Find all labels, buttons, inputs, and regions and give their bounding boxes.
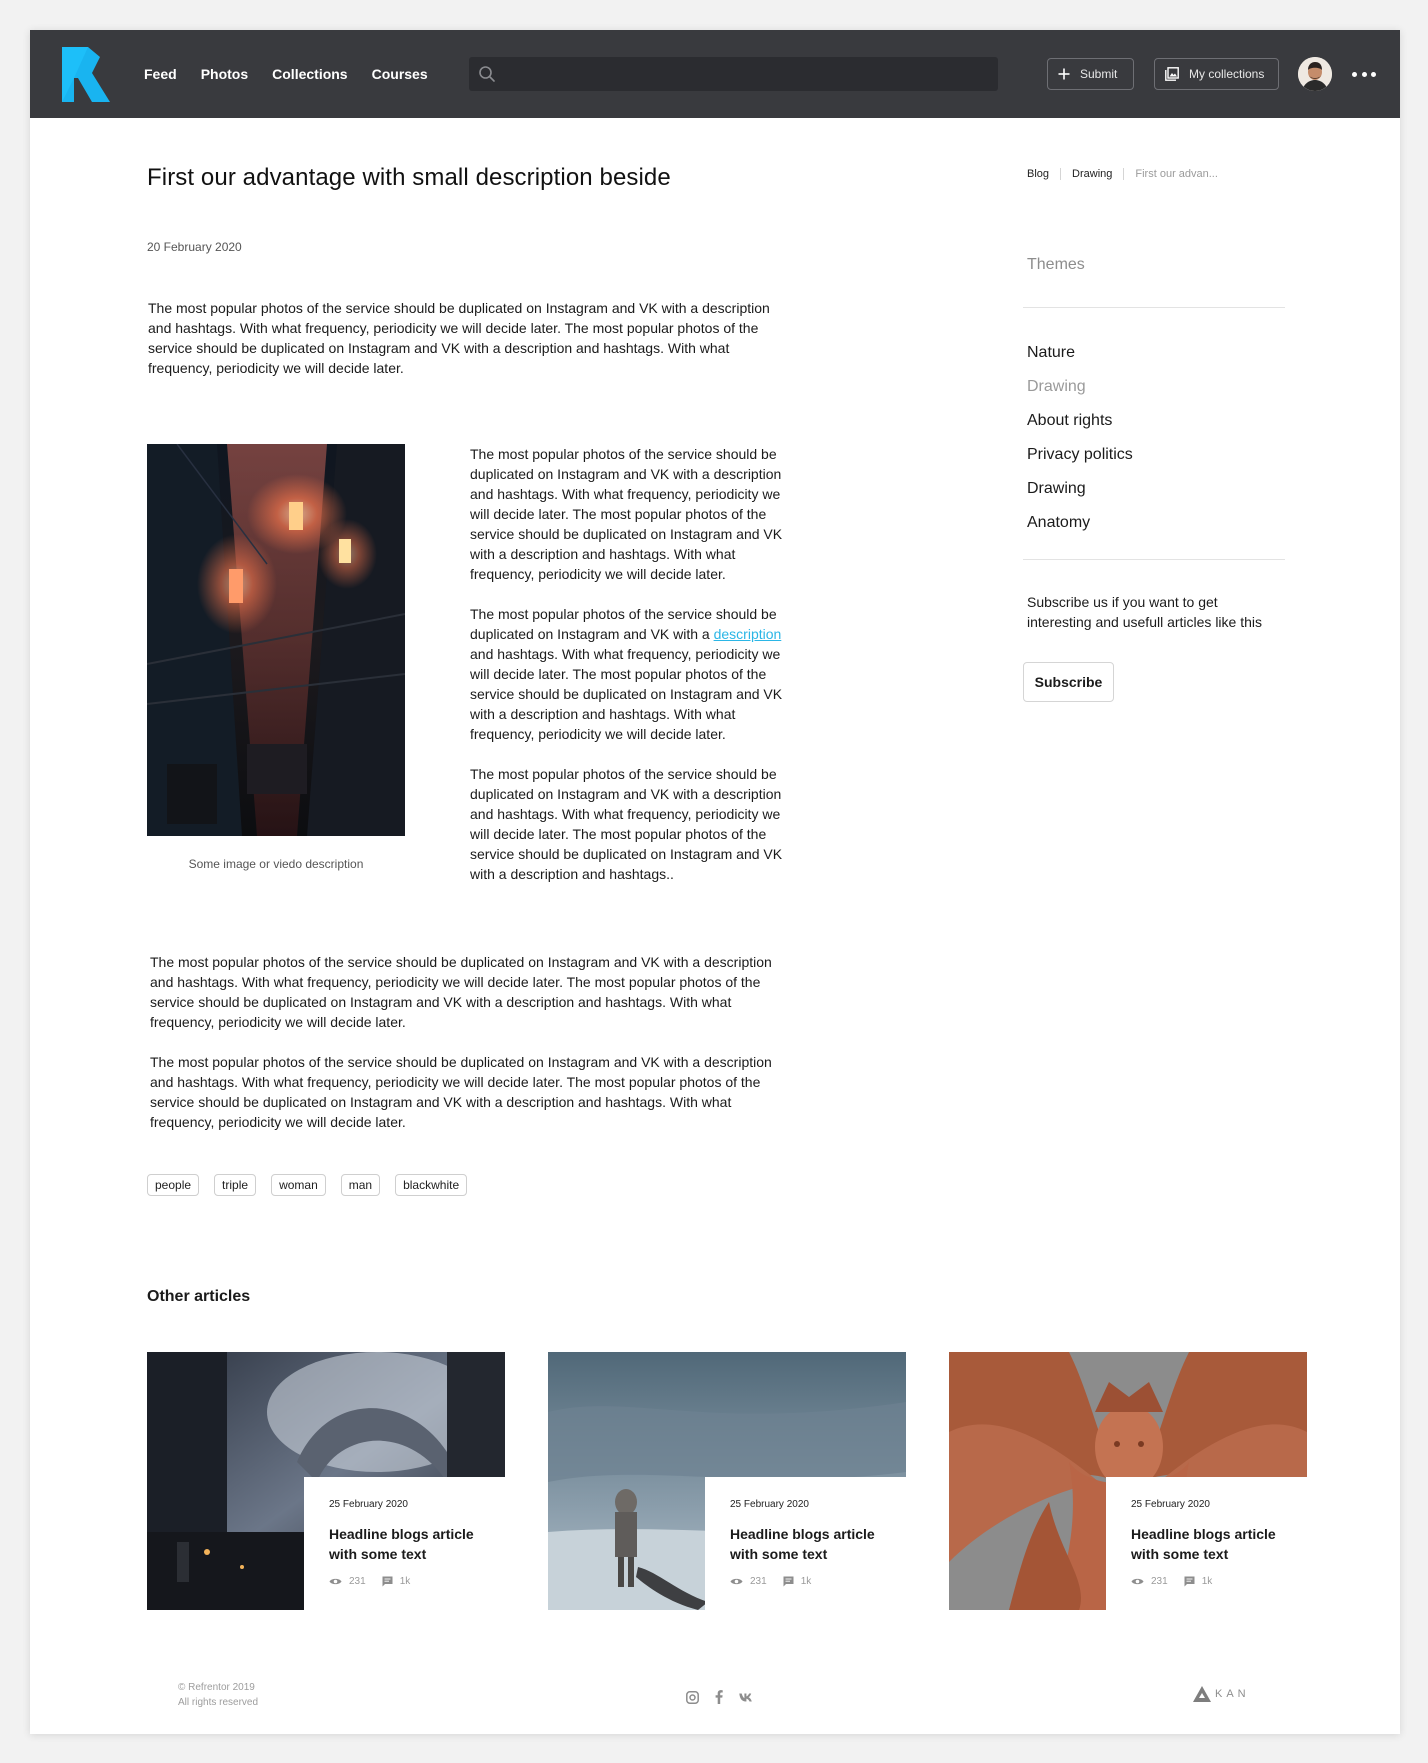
theme-nature[interactable]: Nature <box>1027 344 1076 361</box>
breadcrumb-current: First our advan... <box>1123 168 1229 180</box>
image-caption: Some image or viedo description <box>188 857 364 871</box>
comments-count: 1k <box>800 1576 812 1587</box>
submit-label: Submit <box>1080 67 1118 81</box>
article-card-1[interactable] <box>147 1352 505 1610</box>
breadcrumb-blog[interactable]: Blog <box>1027 168 1050 180</box>
footer-copyright <box>178 1680 258 1710</box>
top-navbar <box>30 30 1400 118</box>
article-paragraph-3: The most popular photos of the service should be duplicated on Instagram and VK with a description and hashtags. With what frequency, periodicity we will decide later. The most popular photos of the service should be duplicated on Instagram and VK with a description and hashtags. With what frequency, periodicity we will decide later. <box>150 1054 772 1130</box>
paragraph-text: and hashtags. With what frequency, periodicity we will decide later. The most popular photos of the service should be duplicated on Instagram and VK with a description and hashtags. With what frequency, periodicity we will decide later. <box>470 646 783 742</box>
article-card-stats <box>329 1576 505 1587</box>
comment-icon <box>783 1576 794 1587</box>
tag-blackwhite[interactable]: blackwhite <box>395 1174 467 1196</box>
nav-courses[interactable]: Courses <box>371 66 428 82</box>
more-options-icon[interactable] <box>1352 67 1376 81</box>
eye-icon <box>730 1577 743 1586</box>
rights-text: All rights reserved <box>178 1697 259 1708</box>
paragraph-text: The most popular photos of the service should be duplicated on Instagram and VK with a <box>470 606 777 642</box>
comment-icon <box>382 1576 393 1587</box>
comments-count: 1k <box>399 1576 411 1587</box>
social-links <box>686 1690 770 1704</box>
submit-button[interactable] <box>1047 58 1134 90</box>
nav-photos[interactable]: Photos <box>200 66 249 82</box>
divider <box>1023 559 1285 560</box>
subscribe-button[interactable]: Subscribe <box>1023 662 1114 702</box>
breadcrumb-drawing[interactable]: Drawing <box>1060 168 1123 180</box>
eye-icon <box>329 1577 342 1586</box>
article-card-headline[interactable]: Headline blogs article with some text <box>329 1526 474 1562</box>
logo-icon[interactable] <box>62 47 110 102</box>
tag-list <box>147 1174 482 1196</box>
theme-privacy-politics[interactable]: Privacy politics <box>1027 446 1133 463</box>
tag-woman[interactable]: woman <box>271 1174 326 1196</box>
article-title: First our advantage with small description beside <box>147 164 671 191</box>
article-card-headline[interactable]: Headline blogs article with some text <box>730 1526 875 1562</box>
article-image <box>147 444 405 836</box>
article-column-paragraph-1: The most popular photos of the service should be duplicated on Instagram and VK with a description and hashtags. With what frequency, periodicity we will decide later. The most popular photos of the service should be duplicated on Instagram and VK with a description and hashtags. With what frequency, periodicity we will decide later. <box>470 446 783 582</box>
article-card-info <box>1106 1477 1307 1610</box>
nav-collections[interactable]: Collections <box>272 66 348 82</box>
views-count: 231 <box>750 1576 767 1587</box>
copyright-text: © Refrentor 2019 <box>178 1682 255 1693</box>
theme-drawing[interactable]: Drawing <box>1027 480 1086 497</box>
themes-heading: Themes <box>1027 256 1085 273</box>
article-card-date: 25 February 2020 <box>329 1499 408 1510</box>
article-card-headline[interactable]: Headline blogs article with some text <box>1131 1526 1276 1562</box>
nav-feed[interactable]: Feed <box>144 66 177 82</box>
avatar-image <box>1298 57 1332 91</box>
user-avatar[interactable] <box>1298 57 1332 91</box>
article-date: 20 February 2020 <box>147 240 242 254</box>
article-paragraph-2: The most popular photos of the service should be duplicated on Instagram and VK with a description and hashtags. With what frequency, periodicity we will decide later. The most popular photos of the service should be duplicated on Instagram and VK with a description and hashtags. With what frequency, periodicity we will decide later. <box>150 954 772 1030</box>
tag-triple[interactable]: triple <box>214 1174 256 1196</box>
my-collections-label: My collections <box>1189 67 1265 81</box>
search-icon <box>477 64 497 84</box>
search-bar <box>469 57 998 91</box>
article-card-date: 25 February 2020 <box>730 1499 809 1510</box>
theme-about-rights[interactable]: About rights <box>1027 412 1113 429</box>
instagram-icon[interactable] <box>686 1691 699 1704</box>
collections-icon <box>1165 67 1179 81</box>
theme-anatomy[interactable]: Anatomy <box>1027 514 1091 531</box>
article-column-paragraph-2 <box>470 604 800 744</box>
kan-logo <box>1193 1686 1250 1702</box>
kan-logo-text: KAN <box>1215 1688 1250 1700</box>
article-card-2[interactable] <box>548 1352 906 1610</box>
plus-icon <box>1058 68 1070 80</box>
subscribe-text: Subscribe us if you want to get interesting and usefull articles like this <box>1027 594 1263 630</box>
tag-man[interactable]: man <box>341 1174 380 1196</box>
views-count: 231 <box>349 1576 366 1587</box>
views-count: 231 <box>1151 1576 1168 1587</box>
article-card-date: 25 February 2020 <box>1131 1499 1210 1510</box>
divider <box>1023 307 1285 308</box>
comments-count: 1k <box>1201 1576 1213 1587</box>
description-link[interactable]: description <box>713 626 782 642</box>
eye-icon <box>1131 1577 1144 1586</box>
main-nav <box>144 30 452 118</box>
themes-list <box>1027 336 1133 540</box>
article-card-info <box>705 1477 906 1610</box>
page <box>30 30 1400 1734</box>
article-column-paragraph-3: The most popular photos of the service should be duplicated on Instagram and VK with a description and hashtags. With what frequency, periodicity we will decide later. The most popular photos of the service should be duplicated on Instagram and VK with a description and hashtags.. <box>470 766 783 882</box>
vk-icon[interactable] <box>739 1693 754 1702</box>
article-intro: The most popular photos of the service should be duplicated on Instagram and VK with a description and hashtags. With what frequency, periodicity we will decide later. The most popular photos of the service should be duplicated on Instagram and VK with a description and hashtags. With what frequency, periodicity we will decide later. <box>148 300 770 376</box>
facebook-icon[interactable] <box>715 1690 723 1704</box>
breadcrumb <box>1027 168 1229 180</box>
my-collections-button[interactable] <box>1154 58 1279 90</box>
tag-people[interactable]: people <box>147 1174 199 1196</box>
article-card-stats <box>730 1576 906 1587</box>
other-articles-heading: Other articles <box>147 1288 251 1305</box>
article-card-info <box>304 1477 505 1610</box>
search-input[interactable] <box>497 57 998 91</box>
article-card-stats <box>1131 1576 1307 1587</box>
article-card-3[interactable] <box>949 1352 1307 1610</box>
theme-drawing-active[interactable]: Drawing <box>1027 378 1086 395</box>
comment-icon <box>1184 1576 1195 1587</box>
kan-triangle-icon <box>1193 1686 1211 1702</box>
